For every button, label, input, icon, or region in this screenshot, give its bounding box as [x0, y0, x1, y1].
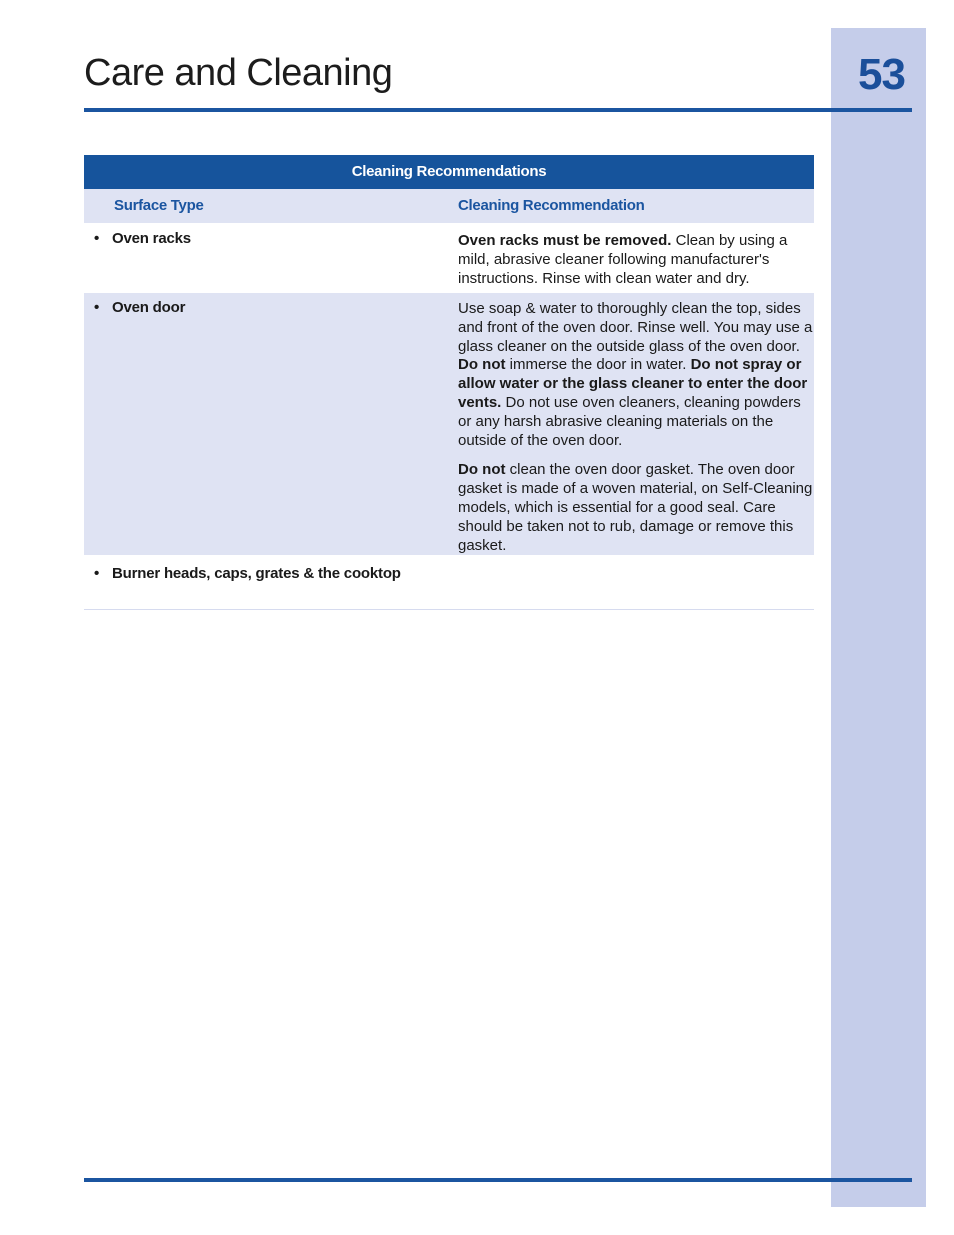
body-text: clean the oven door gasket. The oven door gasket is made of a woven material, on Self-Cleaning models, which is essential for a good seal. Care should be taken not to rub, damage or remove this gasket. [458, 461, 813, 554]
emphasis-text: Do not [458, 356, 506, 374]
emphasis-text: Do not [458, 461, 506, 479]
recommendation-paragraph [458, 461, 816, 555]
column-header-surface: Surface Type [114, 197, 204, 214]
recommendation-paragraph [458, 300, 816, 450]
bullet-icon: • [94, 230, 100, 247]
recommendation-paragraph [458, 232, 816, 288]
surface-type [94, 565, 401, 582]
table-row [84, 555, 814, 609]
surface-type [94, 230, 191, 247]
surface-label: Oven racks [112, 230, 191, 247]
page-title: Care and Cleaning [84, 52, 393, 94]
recommendation [458, 300, 816, 566]
body-text: Use soap & water to thoroughly clean the top, sides and front of the oven door. Rinse well. You may use a glass cleaner on the outside glass of the oven door. [458, 300, 813, 355]
column-header-recommendation: Cleaning Recommendation [458, 197, 645, 214]
cleaning-table [84, 155, 814, 610]
bullet-icon: • [94, 565, 100, 582]
table-title: Cleaning Recommendations [84, 155, 814, 189]
body-text: Clean by using a mild, abrasive cleaner following manufacturer's instructions. Rinse with clean water and dry. [458, 232, 788, 287]
table-row [84, 293, 814, 555]
top-rule [84, 108, 912, 112]
bottom-rule [84, 1178, 912, 1182]
table-row [84, 223, 814, 293]
column-header-row [84, 189, 814, 223]
recommendation [458, 232, 816, 299]
body-text: immerse the door in water. [505, 356, 691, 374]
bullet-icon: • [94, 299, 100, 316]
surface-type [94, 299, 185, 316]
surface-label: Burner heads, caps, grates & the cooktop [112, 565, 401, 582]
page-number: 53 [858, 50, 905, 99]
surface-label: Oven door [112, 299, 186, 316]
body-text: Do not use oven cleaners, cleaning powders or any harsh abrasive cleaning materials on the outside of the oven door. [458, 393, 801, 449]
emphasis-text: Oven racks must be removed. [458, 232, 672, 249]
emphasis-text: Do not spray or allow water or the glass cleaner to enter the door vents. [458, 356, 808, 411]
side-band [831, 28, 926, 1207]
table-end-rule [84, 609, 814, 610]
